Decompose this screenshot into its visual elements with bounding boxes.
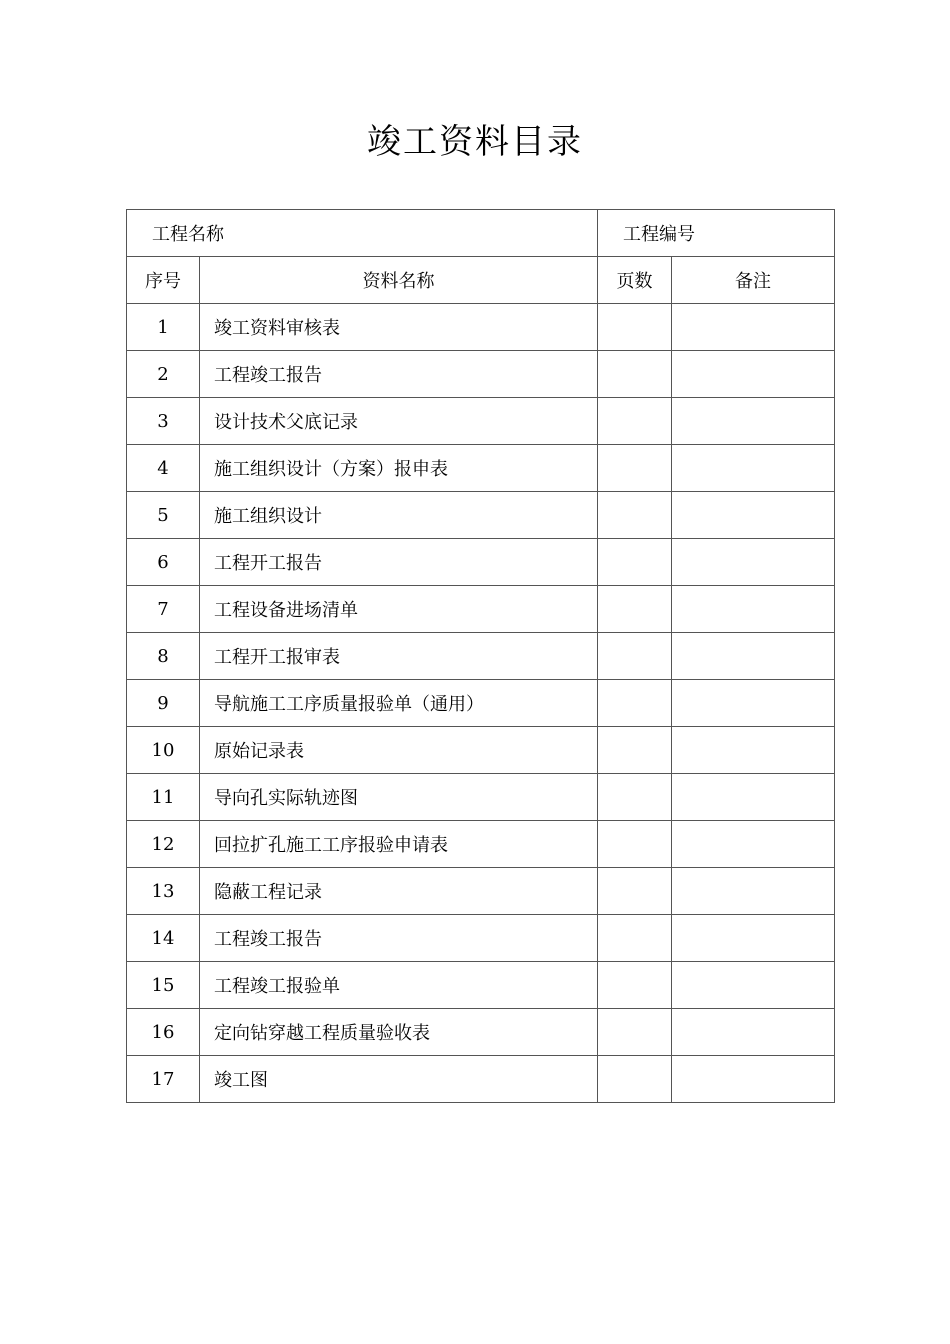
note-cell — [672, 727, 835, 774]
document-name: 竣工图 — [200, 1056, 598, 1103]
page-count-cell — [598, 962, 672, 1009]
note-cell — [672, 304, 835, 351]
page-count-cell — [598, 915, 672, 962]
document-name: 原始记录表 — [200, 727, 598, 774]
document-name: 设计技术父底记录 — [200, 398, 598, 445]
row-number: 10 — [127, 727, 200, 774]
table-row — [127, 727, 835, 774]
column-header-pages: 页数 — [598, 257, 672, 304]
row-number: 4 — [127, 445, 200, 492]
document-name: 工程竣工报告 — [200, 351, 598, 398]
table-row — [127, 774, 835, 821]
note-cell — [672, 445, 835, 492]
document-name: 导向孔实际轨迹图 — [200, 774, 598, 821]
page-title: 竣工资料目录 — [367, 122, 583, 162]
page-count-cell — [598, 680, 672, 727]
column-header-note: 备注 — [672, 257, 835, 304]
table-row — [127, 586, 835, 633]
note-cell — [672, 398, 835, 445]
note-cell — [672, 351, 835, 398]
document-name: 导航施工工序质量报验单（通用） — [200, 680, 598, 727]
note-cell — [672, 680, 835, 727]
row-number: 13 — [127, 868, 200, 915]
note-cell — [672, 1009, 835, 1056]
table-row — [127, 868, 835, 915]
row-number: 11 — [127, 774, 200, 821]
page-count-cell — [598, 774, 672, 821]
row-number: 7 — [127, 586, 200, 633]
note-cell — [672, 868, 835, 915]
note-cell — [672, 492, 835, 539]
table-row — [127, 351, 835, 398]
project-number-label: 工程编号 — [598, 210, 835, 257]
document-name: 工程竣工报验单 — [200, 962, 598, 1009]
table-row — [127, 1009, 835, 1056]
page-count-cell — [598, 1009, 672, 1056]
note-cell — [672, 586, 835, 633]
column-header-name: 资料名称 — [200, 257, 598, 304]
page-count-cell — [598, 351, 672, 398]
row-number: 9 — [127, 680, 200, 727]
page-count-cell — [598, 633, 672, 680]
note-cell — [672, 1056, 835, 1103]
row-number: 2 — [127, 351, 200, 398]
table-row — [127, 492, 835, 539]
table-row — [127, 445, 835, 492]
table-row — [127, 1056, 835, 1103]
document-name: 工程开工报审表 — [200, 633, 598, 680]
note-cell — [672, 633, 835, 680]
page-count-cell — [598, 445, 672, 492]
row-number: 15 — [127, 962, 200, 1009]
document-name: 工程开工报告 — [200, 539, 598, 586]
project-info-row — [127, 210, 835, 257]
note-cell — [672, 774, 835, 821]
row-number: 3 — [127, 398, 200, 445]
column-header-row — [127, 257, 835, 304]
document-name: 施工组织设计 — [200, 492, 598, 539]
catalog-table — [126, 209, 835, 1103]
document-name: 竣工资料审核表 — [200, 304, 598, 351]
table-row — [127, 304, 835, 351]
row-number: 6 — [127, 539, 200, 586]
row-number: 12 — [127, 821, 200, 868]
document-name: 回拉扩孔施工工序报验申请表 — [200, 821, 598, 868]
page-count-cell — [598, 304, 672, 351]
row-number: 8 — [127, 633, 200, 680]
page-count-cell — [598, 727, 672, 774]
page-count-cell — [598, 492, 672, 539]
table-row — [127, 915, 835, 962]
note-cell — [672, 962, 835, 1009]
note-cell — [672, 539, 835, 586]
page-count-cell — [598, 868, 672, 915]
document-name: 施工组织设计（方案）报申表 — [200, 445, 598, 492]
page-count-cell — [598, 821, 672, 868]
note-cell — [672, 915, 835, 962]
table-row — [127, 539, 835, 586]
page-count-cell — [598, 1056, 672, 1103]
row-number: 5 — [127, 492, 200, 539]
column-header-no: 序号 — [127, 257, 200, 304]
table-row — [127, 633, 835, 680]
project-name-label: 工程名称 — [127, 210, 598, 257]
table-row — [127, 962, 835, 1009]
row-number: 1 — [127, 304, 200, 351]
table-row — [127, 680, 835, 727]
page-count-cell — [598, 539, 672, 586]
note-cell — [672, 821, 835, 868]
row-number: 16 — [127, 1009, 200, 1056]
document-name: 隐蔽工程记录 — [200, 868, 598, 915]
page-count-cell — [598, 398, 672, 445]
table-row — [127, 398, 835, 445]
document-name: 定向钻穿越工程质量验收表 — [200, 1009, 598, 1056]
page-count-cell — [598, 586, 672, 633]
document-name: 工程设备进场清单 — [200, 586, 598, 633]
document-name: 工程竣工报告 — [200, 915, 598, 962]
table-row — [127, 821, 835, 868]
row-number: 14 — [127, 915, 200, 962]
row-number: 17 — [127, 1056, 200, 1103]
